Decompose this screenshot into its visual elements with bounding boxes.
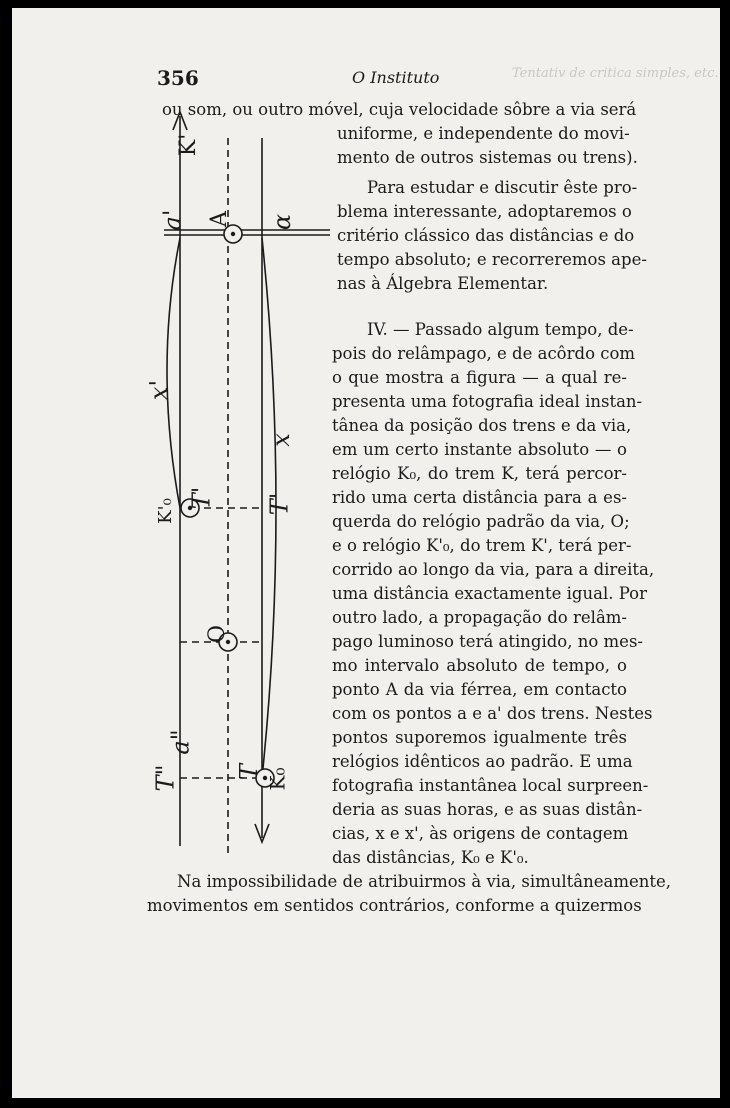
label-a-prime: a' <box>158 209 187 231</box>
text-line: blema interessante, adoptaremos o <box>337 202 632 221</box>
text-line: mento de outros sistemas ou trens). <box>337 148 638 167</box>
text-line: ou som, ou outro móvel, cuja velocidade sôbre a via será <box>162 100 637 119</box>
text-line: rido uma certa distância para a es- <box>332 488 627 507</box>
text-line: relógio K₀, do trem K, terá percor- <box>332 464 627 483</box>
text-line: deria as suas horas, e as suas distân- <box>332 800 643 819</box>
label-k0: K₀ <box>265 767 290 791</box>
bleed-through-text: Tentativ de critica simples, etc. <box>512 66 719 81</box>
text-line: em um certo instante absoluto — o <box>332 440 627 459</box>
scanned-page <box>12 8 720 1098</box>
text-line: IV. — Passado algum tempo, de- <box>367 320 634 339</box>
text-line: ponto A da via férrea, em contacto <box>332 680 627 699</box>
text-line: e o relógio K'₀, do trem K', terá per- <box>332 536 632 555</box>
text-line: querda do relógio padrão da via, O; <box>332 512 630 531</box>
text-line: critério clássico das distâncias e do <box>337 226 635 245</box>
text-line: cias, x e x', às origens de contagem <box>332 824 629 843</box>
text-line: pois do relâmpago, e de acôrdo com <box>332 344 636 363</box>
label-origin: O <box>205 624 231 644</box>
label-t: T <box>235 763 264 781</box>
text-line: mo intervalo absoluto de tempo, o <box>332 656 627 675</box>
text-line: presenta uma fotografia ideal instan- <box>332 392 643 411</box>
text-line: pontos suporemos igualmente três <box>332 728 627 747</box>
text-line: Para estudar e discutir êste pro- <box>367 178 638 197</box>
text-line: movimentos em sentidos contrários, conforme a quizermos <box>147 896 642 915</box>
label-alpha: α <box>268 213 297 231</box>
text-line: com os pontos a e a' dos trens. Nestes <box>332 704 653 723</box>
text-line: Na impossibilidade de atribuirmos à via, simultâneamente, <box>177 872 672 891</box>
text-line: uniforme, e independente do movi- <box>337 124 630 143</box>
label-t-prime-left: T' <box>187 486 216 510</box>
text-line: o que mostra a figura — a qual re- <box>332 368 627 387</box>
text-line: relógios idênticos ao padrão. E uma <box>332 752 633 771</box>
text-line: corrido ao longo da via, para a direita, <box>332 560 655 579</box>
label-k-prime: K' <box>176 133 202 157</box>
text-line: tânea da posição dos trens e da via, <box>332 416 632 435</box>
label-x: x <box>266 433 295 447</box>
label-a-point: A <box>206 211 232 227</box>
text-line: tempo absoluto; e recorreremos ape- <box>337 250 647 269</box>
arc-x-prime <box>167 238 180 508</box>
label-a-double-prime: a" <box>166 729 195 755</box>
label-x-prime: x' <box>145 379 174 401</box>
page-number: 356 <box>157 66 199 90</box>
text-line: fotografia instantânea local surpreen- <box>332 776 649 795</box>
text-line: nas à Álgebra Elementar. <box>337 274 549 293</box>
text-line: outro lado, a propagação do relâm- <box>332 608 627 627</box>
running-title: O Instituto <box>352 68 440 87</box>
label-t-prime-right: T' <box>265 492 294 516</box>
label-k0-prime: K'₀ <box>154 498 176 524</box>
label-t-double-prime: T" <box>151 764 180 792</box>
text-line: pago luminoso terá atingido, no mes- <box>332 632 643 651</box>
text-line: uma distância exactamente igual. Por <box>332 584 647 603</box>
text-line: das distâncias, K₀ e K'₀. <box>332 848 529 867</box>
